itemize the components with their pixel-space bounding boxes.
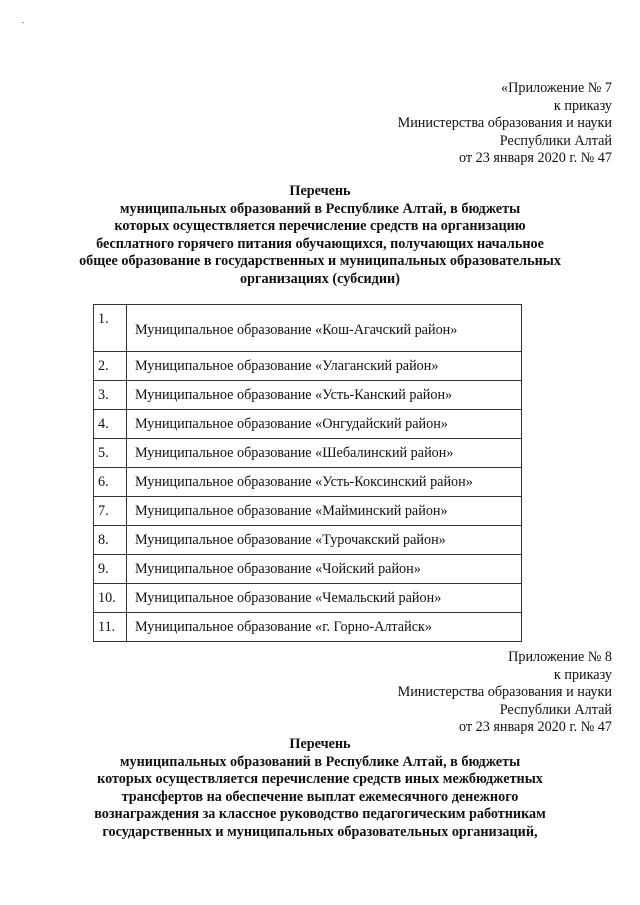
row-text: Муниципальное образование «Чемальский район»	[127, 584, 522, 613]
row-number: 9.	[94, 555, 127, 584]
scan-mark	[22, 22, 24, 23]
row-text: Муниципальное образование «Кош-Агачский район»	[127, 305, 522, 352]
row-number: 5.	[94, 439, 127, 468]
appendix-7-order-ref: к приказу	[553, 97, 612, 114]
row-text: Муниципальное образование «Онгудайский район»	[127, 410, 522, 439]
municipalities-table	[93, 304, 522, 642]
appendix-8-date: от 23 января 2020 г. № 47	[459, 719, 612, 735]
title-line: Перечень	[289, 183, 351, 199]
row-text: Муниципальное образование «г. Горно-Алтайск»	[127, 613, 522, 642]
row-text: Муниципальное образование «Усть-Коксинский район»	[127, 468, 522, 497]
title-line: Перечень	[289, 736, 351, 752]
row-number: 11.	[94, 613, 127, 642]
row-number: 8.	[94, 526, 127, 555]
title-line: муниципальных образований в Республике Алтай, в бюджеты	[119, 200, 521, 217]
title-line: которых осуществляется перечисление средств иных межбюджетных	[97, 771, 543, 787]
appendix-8-republic: Республики Алтай	[499, 701, 612, 718]
title-line: трансфертов на обеспечение выплат ежемесячного денежного	[121, 788, 519, 805]
appendix-7-header	[398, 80, 612, 168]
row-text: Муниципальное образование «Усть-Канский район»	[127, 381, 522, 410]
row-number: 10.	[94, 584, 127, 613]
row-number: 1.	[94, 305, 127, 352]
row-number: 7.	[94, 497, 127, 526]
row-text: Муниципальное образование «Майминский район»	[127, 497, 522, 526]
appendix-7-republic: Республики Алтай	[499, 132, 612, 149]
title-line: бесплатного горячего питания обучающихся, получающих начальное	[96, 235, 544, 252]
appendix-7-label: «Приложение № 7	[501, 80, 612, 96]
table-row	[94, 526, 522, 555]
row-number: 6.	[94, 468, 127, 497]
title-line: которых осуществляется перечисление средств на организацию	[114, 218, 526, 234]
table-row	[94, 468, 522, 497]
appendix-8-order-ref: к приказу	[553, 666, 612, 683]
row-text: Муниципальное образование «Турочакский район»	[127, 526, 522, 555]
title-line: государственных и муниципальных образовательных организаций,	[102, 823, 538, 840]
appendix-7-ministry: Министерства образования и науки	[397, 115, 612, 131]
table-row	[94, 381, 522, 410]
title-line: организациях (субсидии)	[240, 270, 400, 287]
title-line: вознаграждения за классное руководство педагогическим работникам	[94, 806, 546, 822]
appendix-8-title	[40, 736, 600, 841]
table-row	[94, 584, 522, 613]
appendix-7-title	[40, 183, 600, 288]
row-number: 2.	[94, 352, 127, 381]
table-row	[94, 410, 522, 439]
title-line: общее образование в государственных и муниципальных образовательных	[79, 253, 561, 269]
title-line: муниципальных образований в Республике Алтай, в бюджеты	[119, 753, 521, 770]
table-row	[94, 352, 522, 381]
appendix-8-header	[398, 649, 612, 737]
appendix-8-ministry: Министерства образования и науки	[397, 684, 612, 700]
appendix-7-date: от 23 января 2020 г. № 47	[459, 150, 612, 166]
appendix-8-label: Приложение № 8	[508, 649, 612, 665]
table-row	[94, 439, 522, 468]
table-row	[94, 497, 522, 526]
table-row	[94, 305, 522, 352]
table-row	[94, 613, 522, 642]
row-text: Муниципальное образование «Чойский район»	[127, 555, 522, 584]
table-row	[94, 555, 522, 584]
row-text: Муниципальное образование «Улаганский район»	[127, 352, 522, 381]
row-text: Муниципальное образование «Шебалинский район»	[127, 439, 522, 468]
row-number: 3.	[94, 381, 127, 410]
row-number: 4.	[94, 410, 127, 439]
